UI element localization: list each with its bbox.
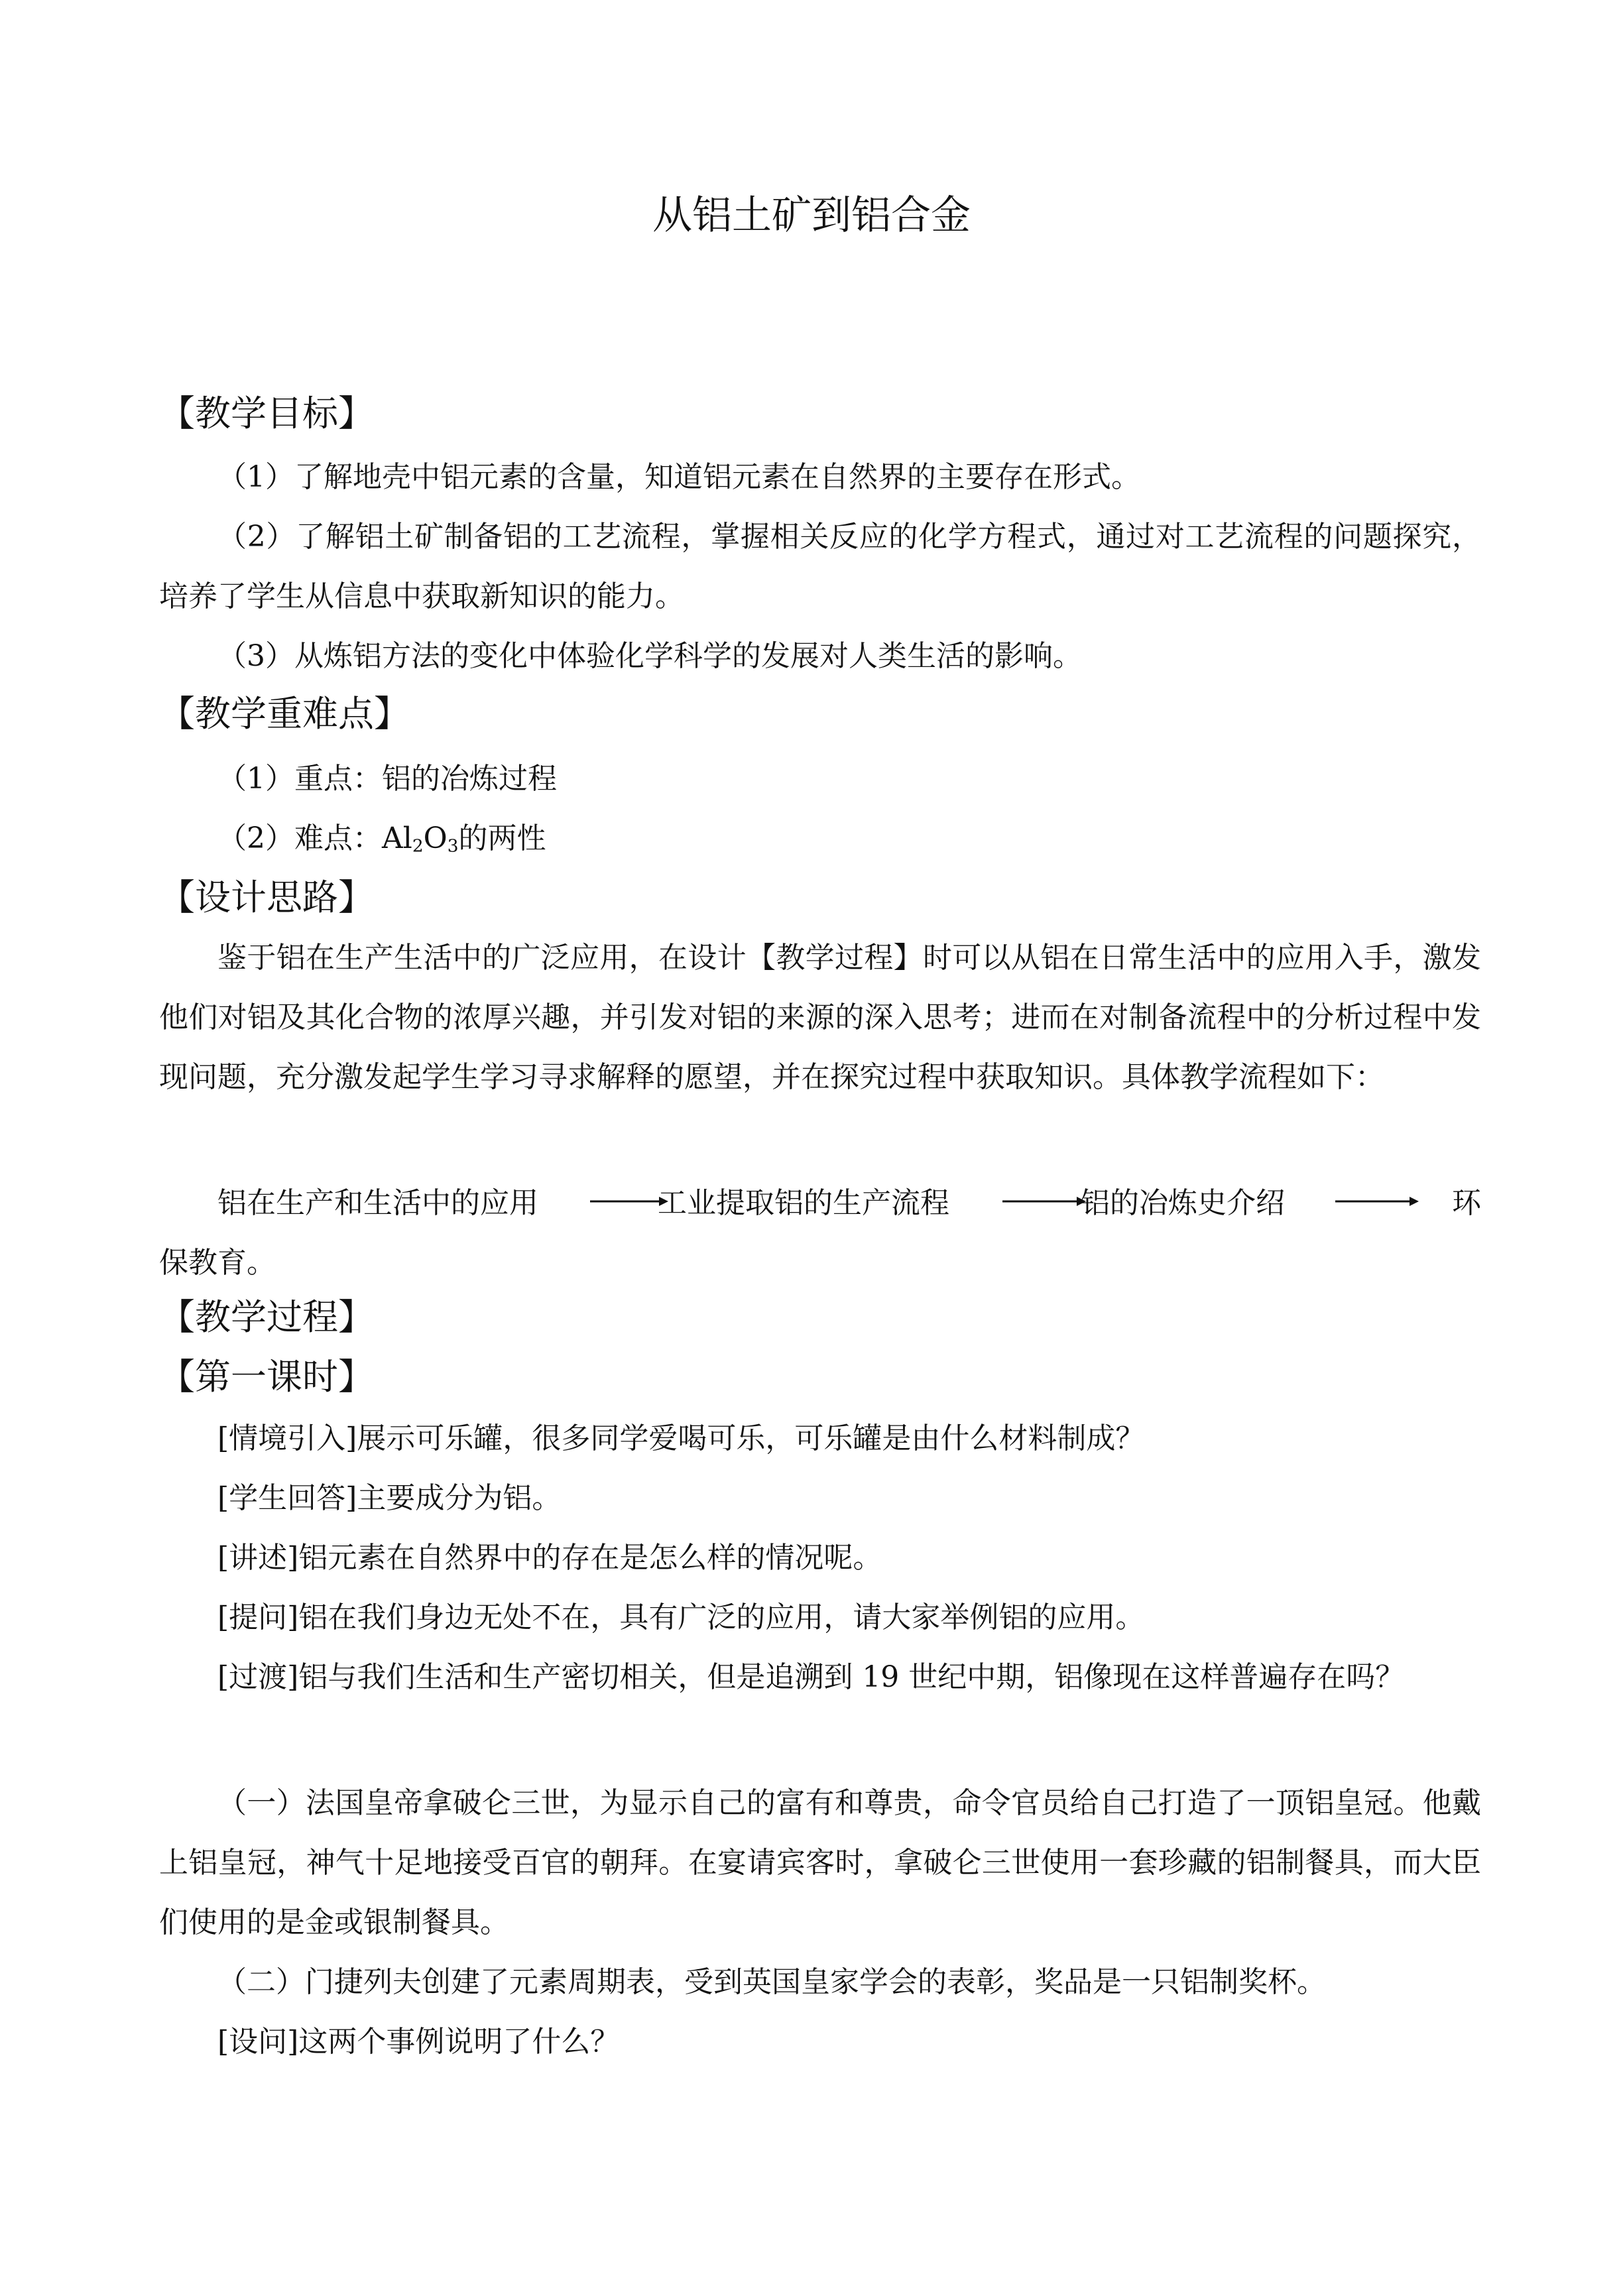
flow-step-4-end: 保教育。: [159, 1246, 276, 1280]
lesson-line-1: [情境引入]展示可乐罐，很多同学爱喝可乐，可乐罐是由什么材料制成？: [217, 1421, 1145, 1455]
objective-item-1: （1）了解地壳中铝元素的含量，知道铝元素在自然界的主要存在形式。: [217, 460, 1140, 494]
flow-step-1: 铝在生产和生活中的应用: [217, 1186, 538, 1220]
lesson-line-4: [提问]铝在我们身边无处不在，具有广泛的应用，请大家举例铝的应用。: [217, 1601, 1145, 1634]
section-heading-process: 【教学过程】: [159, 1296, 374, 1338]
key-point-item-2: [159, 809, 1481, 876]
lesson-line-5: [过渡]铝与我们生活和生产密切相关，但是追溯到 19 世纪中期，铝像现在这样普遍存在吗？: [217, 1660, 1405, 1694]
lesson-line-7: （二）门捷列夫创建了元素周期表，受到英国皇家学会的表彰，奖品是一只铝制奖杯。: [217, 1965, 1326, 1999]
subscript-2: 2: [412, 835, 424, 857]
lesson-line-3: [讲述]铝元素在自然界中的存在是怎么样的情况呢。: [217, 1541, 882, 1575]
lesson-line-2: [学生回答]主要成分为铝。: [217, 1481, 562, 1515]
section-heading-objectives: 【教学目标】: [159, 393, 374, 434]
lesson-line-6: （一）法国皇帝拿破仑三世，为显示自己的富有和尊贵，命令官员给自己打造了一顶铝皇冠。他戴上铝皇冠，神气十足地接受百官的朝拜。在宴请宾客时，拿破仑三世使用一套珍藏的铝制餐具，而大臣们使用的是金或银制餐具。: [159, 1786, 1481, 1939]
objective-item-2: （2）了解铝土矿制备铝的工艺流程，掌握相关反应的化学方程式，通过对工艺流程的问题探究，培养了学生从信息中获取新知识的能力。: [159, 520, 1481, 613]
flow-arrow-3-icon: [1334, 1193, 1420, 1209]
key-point-item-2-suffix: 的两性: [458, 821, 546, 855]
section-heading-lesson1: 【第一课时】: [159, 1356, 374, 1398]
key-point-item-2-prefix: （2）难点：Al: [217, 821, 412, 855]
flow-step-3: 铝的冶炼史介绍: [1081, 1186, 1285, 1220]
teaching-flow: [159, 1174, 1481, 1306]
objective-item-3: （3）从炼铝方法的变化中体验化学科学的发展对人类生活的影响。: [217, 639, 1082, 673]
section-heading-key-points: 【教学重难点】: [159, 693, 410, 735]
flow-arrow-2-icon: [1001, 1193, 1087, 1209]
document-title: 从铝土矿到铝合金: [652, 192, 971, 239]
key-point-item-2-mid: O: [423, 821, 448, 855]
flow-step-2: 工业提取铝的生产流程: [658, 1186, 949, 1220]
lesson-line-8: [设问]这两个事例说明了什么？: [217, 2025, 620, 2059]
flow-step-4-start: 环: [1452, 1186, 1481, 1220]
key-point-item-1: （1）重点：铝的冶炼过程: [217, 762, 557, 796]
subscript-3: 3: [447, 835, 459, 857]
section-heading-design: 【设计思路】: [159, 876, 374, 918]
design-paragraph: 鉴于铝在生产生活中的广泛应用，在设计【教学过程】时可以从铝在日常生活中的应用入手，激发他们对铝及其化合物的浓厚兴趣，并引发对铝的来源的深入思考；进而在对制备流程中的分析过程中发现问题，充分激发起学生学习寻求解释的愿望，并在探究过程中获取知识。具体教学流程如下：: [159, 941, 1481, 1094]
